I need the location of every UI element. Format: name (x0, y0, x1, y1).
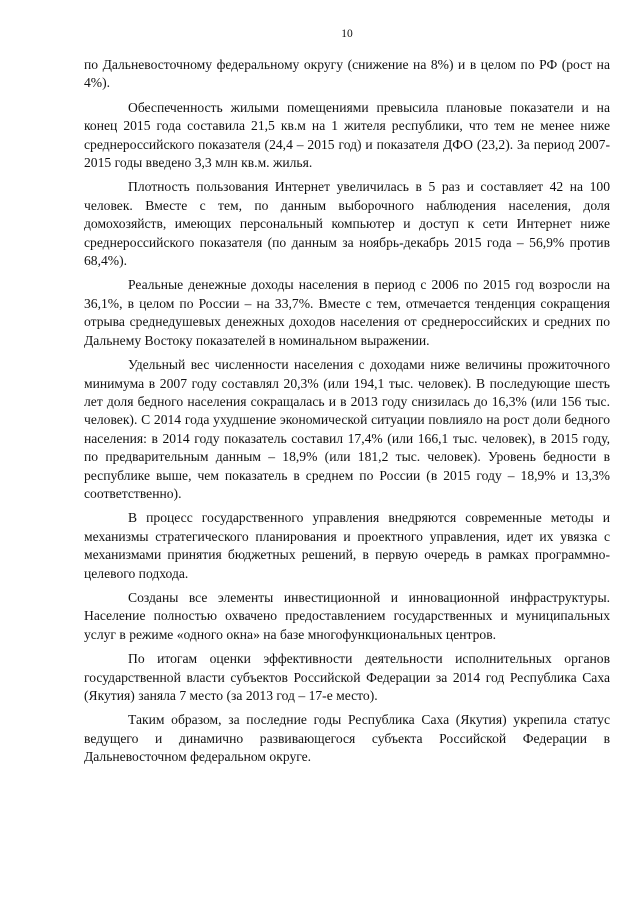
paragraph-conclusion: Таким образом, за последние годы Республика Саха (Якутия) укрепила статус ведущего и динамично развивающегося субъекта Российской Федерации в Дальневосточном федеральном округе. (84, 712, 610, 765)
paragraph-efficiency-rating: По итогам оценки эффективности деятельности исполнительных органов государственной власти субъектов Российской Федерации за 2014 год Республика Саха (Якутия) заняла 7 место (за 2013 год – 17-е место). (84, 651, 610, 703)
paragraph-income: Реальные денежные доходы населения в период с 2006 по 2015 год возросли на 36,1%, в целом по России – на 33,7%. Вместе с тем, отмечается тенденция сокращения отрыва среднедушевых денежных доходов населения от среднероссийских и средних по Дальнему Востоку показателей в номинальном выражении. (84, 277, 610, 348)
paragraph-internet: Плотность пользования Интернет увеличилась в 5 раз и составляет 42 на 100 человек. Вместе с тем, по данным выборочного наблюдения населения, доля домохозяйств, имеющих персональный компьютер и доступ к сети Интернет ниже среднероссийского показателя (по данным за ноябрь-декабрь 2015 года – 56,9% против 68,4%). (84, 179, 610, 269)
paragraph-continuation: по Дальневосточному федеральному округу (снижение на 8%) и в целом по РФ (рост на 4%). (84, 57, 610, 91)
paragraph-housing: Обеспеченность жилыми помещениями превысила плановые показатели и на конец 2015 года составила 21,5 кв.м на 1 жителя республики, что тем не менее ниже среднероссийского показателя (24,4 – 2015 год) и показателя ДФО (23,2). За период 2007-2015 годы введено 3,3 млн кв.м. жилья. (84, 99, 610, 171)
paragraph-infrastructure: Созданы все элементы инвестиционной и инновационной инфраструктуры. Население полностью охвачено предоставлением государственных и муниципальных услуг в режиме «одного окна» на базе многофункциональных центров. (84, 589, 610, 642)
paragraph-governance: В процесс государственного управления внедряются современные методы и механизмы стратегического планирования и проектного управления, идет их увязка с механизмами принятия бюджетных решений, в первую очередь в рамках программно-целевого подхода. (84, 510, 610, 581)
paragraph-poverty: Удельный вес численности населения с доходами ниже величины прожиточного минимума в 2007 году составлял 20,3% (или 194,1 тыс. человек). В последующие шесть лет доля бедного населения сокращалась и в 2013 году снизилась до 16,3% (или 156 тыс. человек). С 2014 года ухудшение экономической ситуации повлияло на рост доли бедного населения: в 2014 году показатель составил 17,4% (или 166,1 тыс. человек), в 2015 году, по предварительным данным – 18,9% (или 181,2 тыс. человек). Уровень бедности в республике выше, чем показатель в среднем по России (в 2015 году – 18,9% и 13,3% соответственно). (84, 357, 610, 501)
page-number: 10 (341, 28, 353, 40)
